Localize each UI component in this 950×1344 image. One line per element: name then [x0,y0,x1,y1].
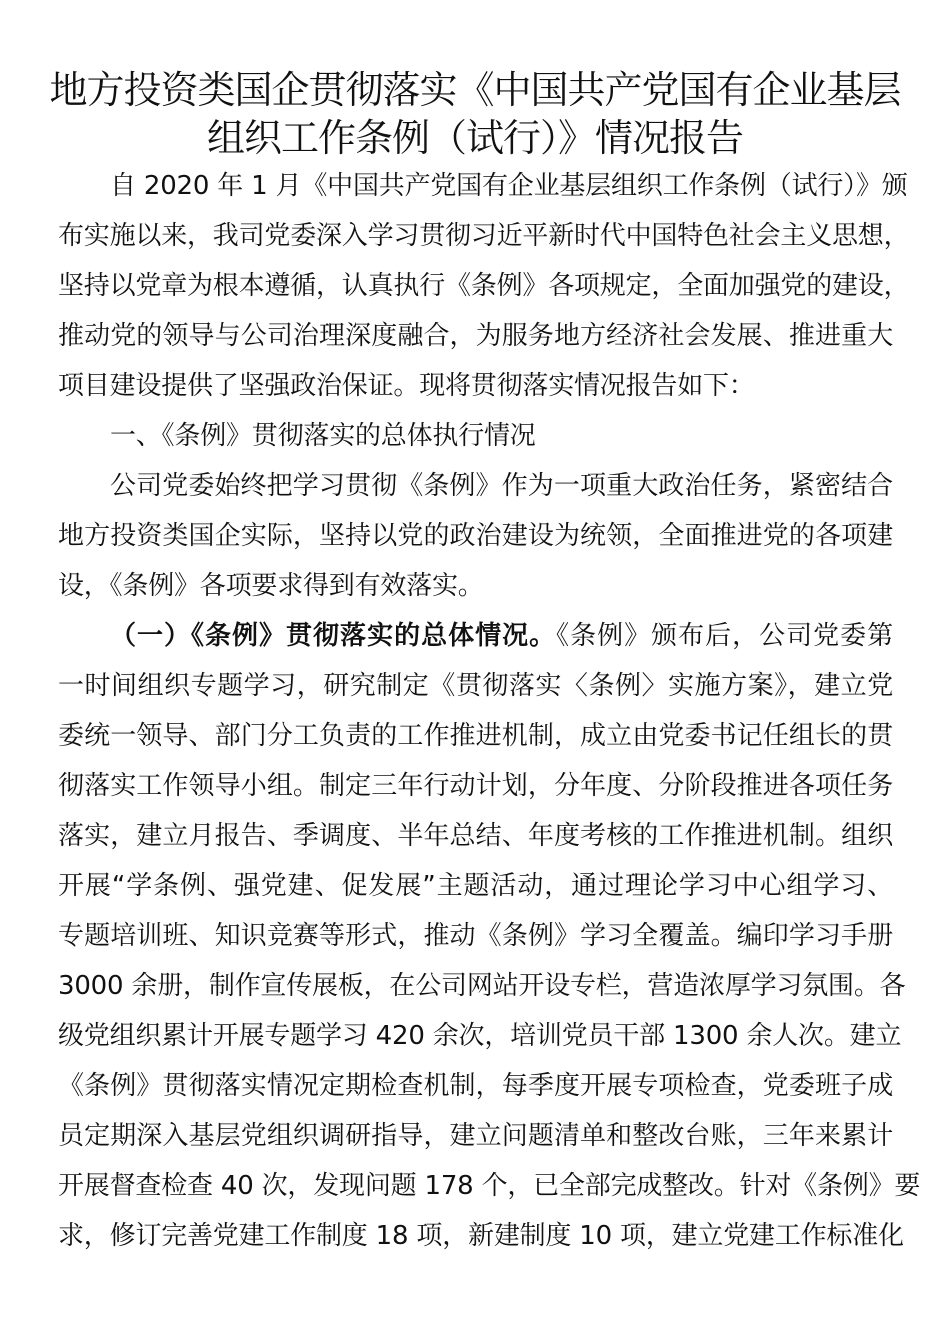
subsection-1-line: 委统一领导、部门分工负责的工作推进机制，成立由党委书记任组长的贯 [58,721,893,751]
intro-line-2: 布实施以来，我司党委深入学习贯彻习近平新时代中国特色社会主义思想， [58,221,910,251]
intro-line-4: 推动党的领导与公司治理深度融合，为服务地方经济社会发展、推进重大 [58,321,893,351]
intro-line-5: 项目建设提供了坚强政治保证。现将贯彻落实情况报告如下： [58,371,755,401]
document-title-line-1: 地方投资类国企贯彻落实《中国共产党国有企业基层 [49,68,901,112]
subsection-1-bold-lead: （一）《条例》贯彻落实的总体情况。 [110,621,557,651]
document-title-line-2: 组织工作条例（试行）》情况报告 [206,116,743,160]
subsection-1-first-line-rest: 《条例》颁布后，公司党委第 [556,621,893,651]
subsection-1-line: 专题培训班、知识竞赛等形式，推动《条例》学习全覆盖。编印学习手册 [58,921,893,951]
subsection-1-line: 《条例》贯彻落实情况定期检查机制，每季度开展专项检查，党委班子成 [58,1071,893,1101]
subsection-1-line: 彻落实工作领导小组。制定三年行动计划，分年度、分阶段推进各项任务 [58,771,893,801]
subsection-1-first-line [110,616,893,656]
intro-line-1: 自 2020 年 1 月《中国共产党国有企业基层组织工作条例（试行）》颁 [110,171,908,201]
subsection-1-line: 级党组织累计开展专题学习 420 余次，培训党员干部 1300 余人次。建立 [58,1021,902,1051]
subsection-1-line: 开展督查检查 40 次，发现问题 178 个，已全部完成整改。针对《条例》要 [58,1171,921,1201]
section-1-intro-line-3: 设，《条例》各项要求得到有效落实。 [58,571,484,601]
section-1-intro-line-1: 公司党委始终把学习贯彻《条例》作为一项重大政治任务，紧密结合 [110,471,893,501]
subsection-1-line: 求，修订完善党建工作制度 18 项，新建制度 10 项，建立党建工作标准化 [58,1221,904,1251]
section-1-intro-line-2: 地方投资类国企实际，坚持以党的政治建设为统领，全面推进党的各项建 [58,521,893,551]
subsection-1-line: 一时间组织专题学习，研究制定《贯彻落实〈条例〉实施方案》，建立党 [58,671,893,701]
subsection-1-line: 员定期深入基层党组织调研指导，建立问题清单和整改台账，三年来累计 [58,1121,893,1151]
subsection-1-line: 开展“学条例、强党建、促发展”主题活动，通过理论学习中心组学习、 [58,871,893,901]
subsection-1-line: 3000 余册，制作宣传展板，在公司网站开设专栏，营造浓厚学习氛围。各 [58,971,906,1001]
subsection-1-line: 落实，建立月报告、季调度、半年总结、年度考核的工作推进机制。组织 [58,821,893,851]
section-1-heading: 一、《条例》贯彻落实的总体执行情况 [110,421,536,451]
intro-line-3: 坚持以党章为根本遵循，认真执行《条例》各项规定，全面加强党的建设， [58,271,910,301]
